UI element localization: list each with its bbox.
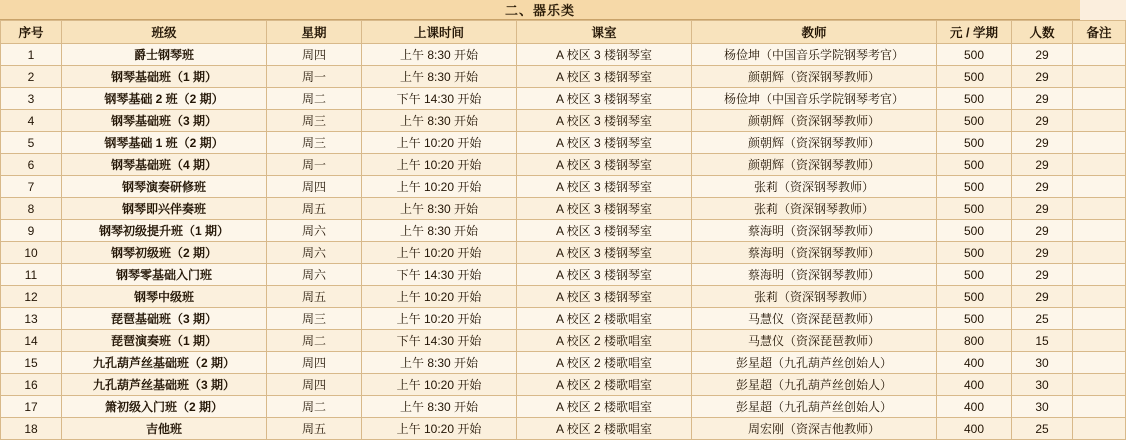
- cell-room: A 校区 2 楼歌唱室: [517, 308, 692, 330]
- cell-room: A 校区 3 楼钢琴室: [517, 44, 692, 66]
- cell-note: [1073, 154, 1126, 176]
- cell-note: [1073, 110, 1126, 132]
- cell-time: 上午 8:30 开始: [362, 396, 517, 418]
- cell-seq: 3: [1, 88, 62, 110]
- cell-note: [1073, 220, 1126, 242]
- cell-number: 29: [1012, 132, 1073, 154]
- column-header-fee: 元 / 学期: [937, 21, 1012, 44]
- cell-note: [1073, 374, 1126, 396]
- table-row: [1, 374, 1126, 396]
- cell-week: 周五: [267, 418, 362, 440]
- cell-number: 15: [1012, 330, 1073, 352]
- cell-seq: 15: [1, 352, 62, 374]
- cell-week: 周四: [267, 176, 362, 198]
- cell-time: 上午 8:30 开始: [362, 66, 517, 88]
- cell-week: 周四: [267, 44, 362, 66]
- cell-week: 周四: [267, 352, 362, 374]
- cell-note: [1073, 286, 1126, 308]
- cell-seq: 14: [1, 330, 62, 352]
- cell-week: 周二: [267, 396, 362, 418]
- cell-teacher: 蔡海明（资深钢琴教师）: [692, 242, 937, 264]
- cell-week: 周二: [267, 88, 362, 110]
- cell-fee: 500: [937, 286, 1012, 308]
- cell-week: 周五: [267, 286, 362, 308]
- table-row: [1, 418, 1126, 440]
- table-row: [1, 396, 1126, 418]
- table-row: [1, 110, 1126, 132]
- cell-week: 周三: [267, 110, 362, 132]
- cell-week: 周六: [267, 242, 362, 264]
- table-row: [1, 132, 1126, 154]
- cell-class: 钢琴零基础入门班: [62, 264, 267, 286]
- cell-class: 钢琴初级提升班（1 期）: [62, 220, 267, 242]
- cell-teacher: 周宏刚（资深吉他教师）: [692, 418, 937, 440]
- cell-number: 29: [1012, 154, 1073, 176]
- cell-room: A 校区 3 楼钢琴室: [517, 176, 692, 198]
- cell-fee: 500: [937, 88, 1012, 110]
- cell-fee: 500: [937, 308, 1012, 330]
- cell-fee: 500: [937, 66, 1012, 88]
- cell-note: [1073, 242, 1126, 264]
- cell-time: 上午 10:20 开始: [362, 418, 517, 440]
- cell-class: 钢琴演奏研修班: [62, 176, 267, 198]
- cell-note: [1073, 308, 1126, 330]
- cell-note: [1073, 352, 1126, 374]
- cell-teacher: 颜朝辉（资深钢琴教师）: [692, 110, 937, 132]
- cell-teacher: 马慧仪（资深琵琶教师）: [692, 330, 937, 352]
- cell-class: 钢琴基础 1 班（2 期）: [62, 132, 267, 154]
- cell-seq: 11: [1, 264, 62, 286]
- cell-number: 29: [1012, 242, 1073, 264]
- cell-seq: 2: [1, 66, 62, 88]
- cell-seq: 1: [1, 44, 62, 66]
- table-row: [1, 176, 1126, 198]
- cell-number: 29: [1012, 110, 1073, 132]
- cell-teacher: 张莉（资深钢琴教师）: [692, 286, 937, 308]
- cell-fee: 500: [937, 264, 1012, 286]
- cell-class: 钢琴中级班: [62, 286, 267, 308]
- column-header-class: 班级: [62, 21, 267, 44]
- cell-time: 上午 8:30 开始: [362, 44, 517, 66]
- cell-note: [1073, 66, 1126, 88]
- cell-note: [1073, 88, 1126, 110]
- cell-room: A 校区 3 楼钢琴室: [517, 242, 692, 264]
- cell-note: [1073, 176, 1126, 198]
- cell-room: A 校区 3 楼钢琴室: [517, 264, 692, 286]
- cell-note: [1073, 44, 1126, 66]
- cell-week: 周五: [267, 198, 362, 220]
- header-row: [1, 21, 1126, 44]
- cell-class: 钢琴基础班（4 期）: [62, 154, 267, 176]
- cell-class: 钢琴基础班（1 期）: [62, 66, 267, 88]
- cell-fee: 400: [937, 352, 1012, 374]
- cell-room: A 校区 3 楼钢琴室: [517, 110, 692, 132]
- cell-room: A 校区 3 楼钢琴室: [517, 286, 692, 308]
- cell-fee: 500: [937, 242, 1012, 264]
- cell-time: 下午 14:30 开始: [362, 330, 517, 352]
- cell-time: 上午 8:30 开始: [362, 352, 517, 374]
- cell-fee: 500: [937, 110, 1012, 132]
- cell-fee: 400: [937, 396, 1012, 418]
- cell-number: 25: [1012, 308, 1073, 330]
- cell-class: 爵士钢琴班: [62, 44, 267, 66]
- column-header-room: 课室: [517, 21, 692, 44]
- cell-teacher: 马慧仪（资深琵琶教师）: [692, 308, 937, 330]
- cell-week: 周四: [267, 374, 362, 396]
- cell-class: 钢琴即兴伴奏班: [62, 198, 267, 220]
- cell-time: 上午 8:30 开始: [362, 198, 517, 220]
- cell-seq: 10: [1, 242, 62, 264]
- cell-room: A 校区 3 楼钢琴室: [517, 220, 692, 242]
- column-header-note: 备注: [1073, 21, 1126, 44]
- table-row: [1, 308, 1126, 330]
- cell-teacher: 彭星超（九孔葫芦丝创始人）: [692, 374, 937, 396]
- cell-week: 周一: [267, 154, 362, 176]
- cell-teacher: 蔡海明（资深钢琴教师）: [692, 220, 937, 242]
- cell-class: 琵琶演奏班（1 期）: [62, 330, 267, 352]
- course-table: [0, 20, 1126, 440]
- cell-fee: 400: [937, 418, 1012, 440]
- cell-class: 箫初级入门班（2 期）: [62, 396, 267, 418]
- table-row: [1, 242, 1126, 264]
- cell-teacher: 彭星超（九孔葫芦丝创始人）: [692, 396, 937, 418]
- column-header-week: 星期: [267, 21, 362, 44]
- cell-class: 吉他班: [62, 418, 267, 440]
- table-row: [1, 286, 1126, 308]
- cell-seq: 7: [1, 176, 62, 198]
- cell-time: 上午 10:20 开始: [362, 242, 517, 264]
- cell-fee: 500: [937, 132, 1012, 154]
- cell-seq: 16: [1, 374, 62, 396]
- cell-note: [1073, 198, 1126, 220]
- cell-number: 29: [1012, 88, 1073, 110]
- cell-seq: 5: [1, 132, 62, 154]
- cell-note: [1073, 330, 1126, 352]
- table-row: [1, 154, 1126, 176]
- table-row: [1, 264, 1126, 286]
- cell-room: A 校区 2 楼歌唱室: [517, 374, 692, 396]
- column-header-seq: 序号: [1, 21, 62, 44]
- cell-class: 九孔葫芦丝基础班（2 期）: [62, 352, 267, 374]
- cell-seq: 9: [1, 220, 62, 242]
- cell-room: A 校区 3 楼钢琴室: [517, 88, 692, 110]
- table-row: [1, 198, 1126, 220]
- cell-week: 周二: [267, 330, 362, 352]
- column-header-time: 上课时间: [362, 21, 517, 44]
- cell-class: 钢琴初级班（2 期）: [62, 242, 267, 264]
- cell-room: A 校区 3 楼钢琴室: [517, 198, 692, 220]
- cell-week: 周三: [267, 308, 362, 330]
- table-row: [1, 220, 1126, 242]
- cell-number: 29: [1012, 286, 1073, 308]
- cell-number: 29: [1012, 198, 1073, 220]
- table-body: [1, 44, 1126, 440]
- table-row: [1, 66, 1126, 88]
- table-row: [1, 44, 1126, 66]
- cell-number: 29: [1012, 220, 1073, 242]
- cell-seq: 6: [1, 154, 62, 176]
- cell-week: 周六: [267, 220, 362, 242]
- cell-seq: 13: [1, 308, 62, 330]
- cell-teacher: 杨俭坤（中国音乐学院钢琴考官）: [692, 44, 937, 66]
- cell-room: A 校区 2 楼歌唱室: [517, 396, 692, 418]
- cell-note: [1073, 396, 1126, 418]
- cell-time: 下午 14:30 开始: [362, 88, 517, 110]
- table-row: [1, 330, 1126, 352]
- cell-teacher: 颜朝辉（资深钢琴教师）: [692, 132, 937, 154]
- cell-week: 周六: [267, 264, 362, 286]
- cell-room: A 校区 3 楼钢琴室: [517, 66, 692, 88]
- cell-room: A 校区 2 楼歌唱室: [517, 418, 692, 440]
- cell-time: 上午 10:20 开始: [362, 374, 517, 396]
- cell-number: 29: [1012, 66, 1073, 88]
- cell-number: 30: [1012, 352, 1073, 374]
- table-row: [1, 88, 1126, 110]
- cell-teacher: 杨俭坤（中国音乐学院钢琴考官）: [692, 88, 937, 110]
- column-header-number: 人数: [1012, 21, 1073, 44]
- cell-room: A 校区 2 楼歌唱室: [517, 352, 692, 374]
- cell-time: 上午 10:20 开始: [362, 154, 517, 176]
- cell-fee: 500: [937, 154, 1012, 176]
- cell-teacher: 彭星超（九孔葫芦丝创始人）: [692, 352, 937, 374]
- cell-week: 周一: [267, 66, 362, 88]
- cell-number: 29: [1012, 44, 1073, 66]
- cell-number: 29: [1012, 264, 1073, 286]
- cell-number: 30: [1012, 374, 1073, 396]
- cell-teacher: 张莉（资深钢琴教师）: [692, 198, 937, 220]
- cell-fee: 500: [937, 198, 1012, 220]
- cell-time: 上午 8:30 开始: [362, 110, 517, 132]
- cell-class: 九孔葫芦丝基础班（3 期）: [62, 374, 267, 396]
- cell-time: 上午 8:30 开始: [362, 220, 517, 242]
- cell-fee: 500: [937, 176, 1012, 198]
- cell-time: 上午 10:20 开始: [362, 132, 517, 154]
- cell-week: 周三: [267, 132, 362, 154]
- cell-class: 钢琴基础班（3 期）: [62, 110, 267, 132]
- cell-time: 上午 10:20 开始: [362, 176, 517, 198]
- column-header-teacher: 教师: [692, 21, 937, 44]
- cell-seq: 17: [1, 396, 62, 418]
- cell-note: [1073, 418, 1126, 440]
- cell-number: 29: [1012, 176, 1073, 198]
- cell-seq: 18: [1, 418, 62, 440]
- section-title: 二、器乐类: [0, 0, 1080, 20]
- cell-room: A 校区 3 楼钢琴室: [517, 154, 692, 176]
- cell-seq: 4: [1, 110, 62, 132]
- cell-note: [1073, 132, 1126, 154]
- cell-teacher: 颜朝辉（资深钢琴教师）: [692, 154, 937, 176]
- cell-teacher: 蔡海明（资深钢琴教师）: [692, 264, 937, 286]
- cell-room: A 校区 3 楼钢琴室: [517, 132, 692, 154]
- cell-fee: 500: [937, 44, 1012, 66]
- cell-number: 30: [1012, 396, 1073, 418]
- cell-class: 钢琴基础 2 班（2 期）: [62, 88, 267, 110]
- cell-time: 上午 10:20 开始: [362, 308, 517, 330]
- cell-number: 25: [1012, 418, 1073, 440]
- cell-note: [1073, 264, 1126, 286]
- table-row: [1, 352, 1126, 374]
- cell-seq: 12: [1, 286, 62, 308]
- cell-room: A 校区 2 楼歌唱室: [517, 330, 692, 352]
- cell-time: 上午 10:20 开始: [362, 286, 517, 308]
- cell-time: 下午 14:30 开始: [362, 264, 517, 286]
- cell-fee: 400: [937, 374, 1012, 396]
- table-header: [1, 21, 1126, 44]
- cell-teacher: 张莉（资深钢琴教师）: [692, 176, 937, 198]
- cell-class: 琵琶基础班（3 期）: [62, 308, 267, 330]
- cell-seq: 8: [1, 198, 62, 220]
- cell-fee: 500: [937, 220, 1012, 242]
- cell-fee: 800: [937, 330, 1012, 352]
- cell-teacher: 颜朝辉（资深钢琴教师）: [692, 66, 937, 88]
